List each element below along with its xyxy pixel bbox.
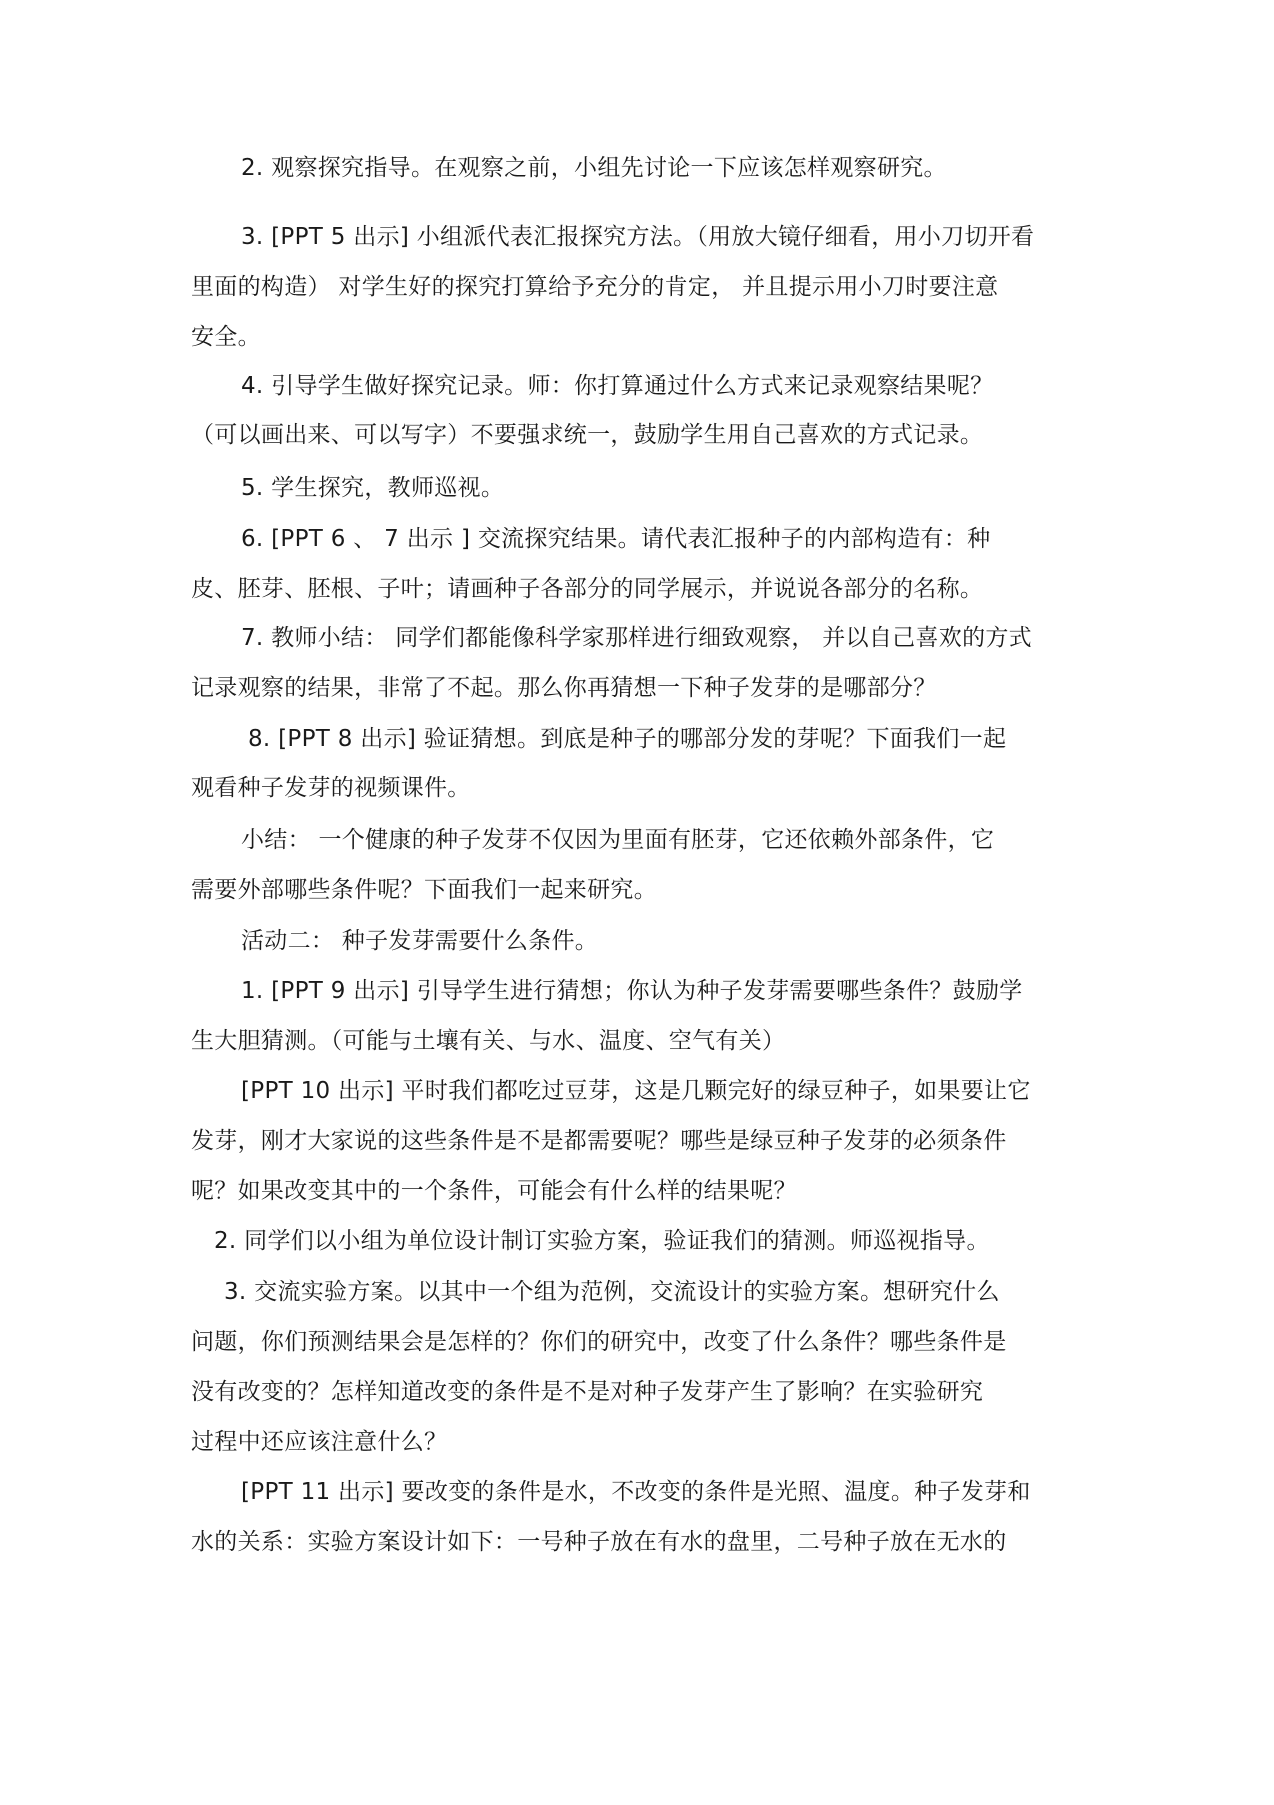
text-line: 没有改变的？怎样知道改变的条件是不是对种子发芽产生了影响？在实验研究 [191, 1379, 984, 1405]
text-line: 需要外部哪些条件呢？下面我们一起来研究。 [191, 877, 657, 903]
text-line: 2. 观察探究指导。在观察之前，小组先讨论一下应该怎样观察研究。 [241, 155, 947, 181]
text-line: 活动二： 种子发芽需要什么条件。 [241, 928, 599, 954]
text-line: [PPT 10 出示] 平时我们都吃过豆芽，这是几颗完好的绿豆种子，如果要让它 [241, 1078, 1031, 1104]
text-line: （可以画出来、可以写字）不要强求统一，鼓励学生用自己喜欢的方式记录。 [191, 422, 984, 448]
text-line: 呢？如果改变其中的一个条件，可能会有什么样的结果呢？ [191, 1178, 797, 1204]
text-line: 8. [PPT 8 出示] 验证猜想。到底是种子的哪部分发的芽呢？下面我们一起 [248, 726, 1007, 752]
text-line: 4. 引导学生做好探究记录。师：你打算通过什么方式来记录观察结果呢？ [241, 373, 994, 399]
text-line: 生大胆猜测。（可能与土壤有关、与水、温度、空气有关） [191, 1028, 786, 1054]
text-line: 问题，你们预测结果会是怎样的？你们的研究中，改变了什么条件？哪些条件是 [191, 1329, 1007, 1355]
text-line: 7. 教师小结： 同学们都能像科学家那样进行细致观察， 并以自己喜欢的方式 [241, 625, 1032, 651]
text-line: 观看种子发芽的视频课件。 [191, 775, 471, 801]
text-line: 3. [PPT 5 出示] 小组派代表汇报探究方法。（用放大镜仔细看，用小刀切开看 [241, 224, 1035, 250]
text-line: 小结： 一个健康的种子发芽不仅因为里面有胚芽，它还依赖外部条件，它 [241, 827, 995, 853]
text-line: 安全。 [191, 324, 261, 350]
text-line: 2. 同学们以小组为单位设计制订实验方案，验证我们的猜测。师巡视指导。 [214, 1228, 990, 1254]
text-line: 发芽，刚才大家说的这些条件是不是都需要呢？哪些是绿豆种子发芽的必须条件 [191, 1128, 1007, 1154]
text-line: 3. 交流实验方案。以其中一个组为范例，交流设计的实验方案。想研究什么 [224, 1279, 1000, 1305]
text-line: 水的关系：实验方案设计如下：一号种子放在有水的盘里，二号种子放在无水的 [191, 1529, 1007, 1555]
text-line: 1. [PPT 9 出示] 引导学生进行猜想；你认为种子发芽需要哪些条件？鼓励学 [241, 978, 1023, 1004]
text-line: 6. [PPT 6 、 7 出示 ] 交流探究结果。请代表汇报种子的内部构造有：种 [241, 526, 991, 552]
text-line: 记录观察的结果，非常了不起。那么你再猜想一下种子发芽的是哪部分？ [191, 675, 937, 701]
text-line: 过程中还应该注意什么？ [191, 1429, 448, 1455]
text-line: [PPT 11 出示] 要改变的条件是水，不改变的条件是光照、温度。种子发芽和 [241, 1479, 1031, 1505]
text-line: 皮、胚芽、胚根、子叶；请画种子各部分的同学展示，并说说各部分的名称。 [191, 576, 984, 602]
text-line: 5. 学生探究，教师巡视。 [241, 475, 505, 501]
text-line: 里面的构造） 对学生好的探究打算给予充分的肯定， 并且提示用小刀时要注意 [191, 274, 999, 300]
